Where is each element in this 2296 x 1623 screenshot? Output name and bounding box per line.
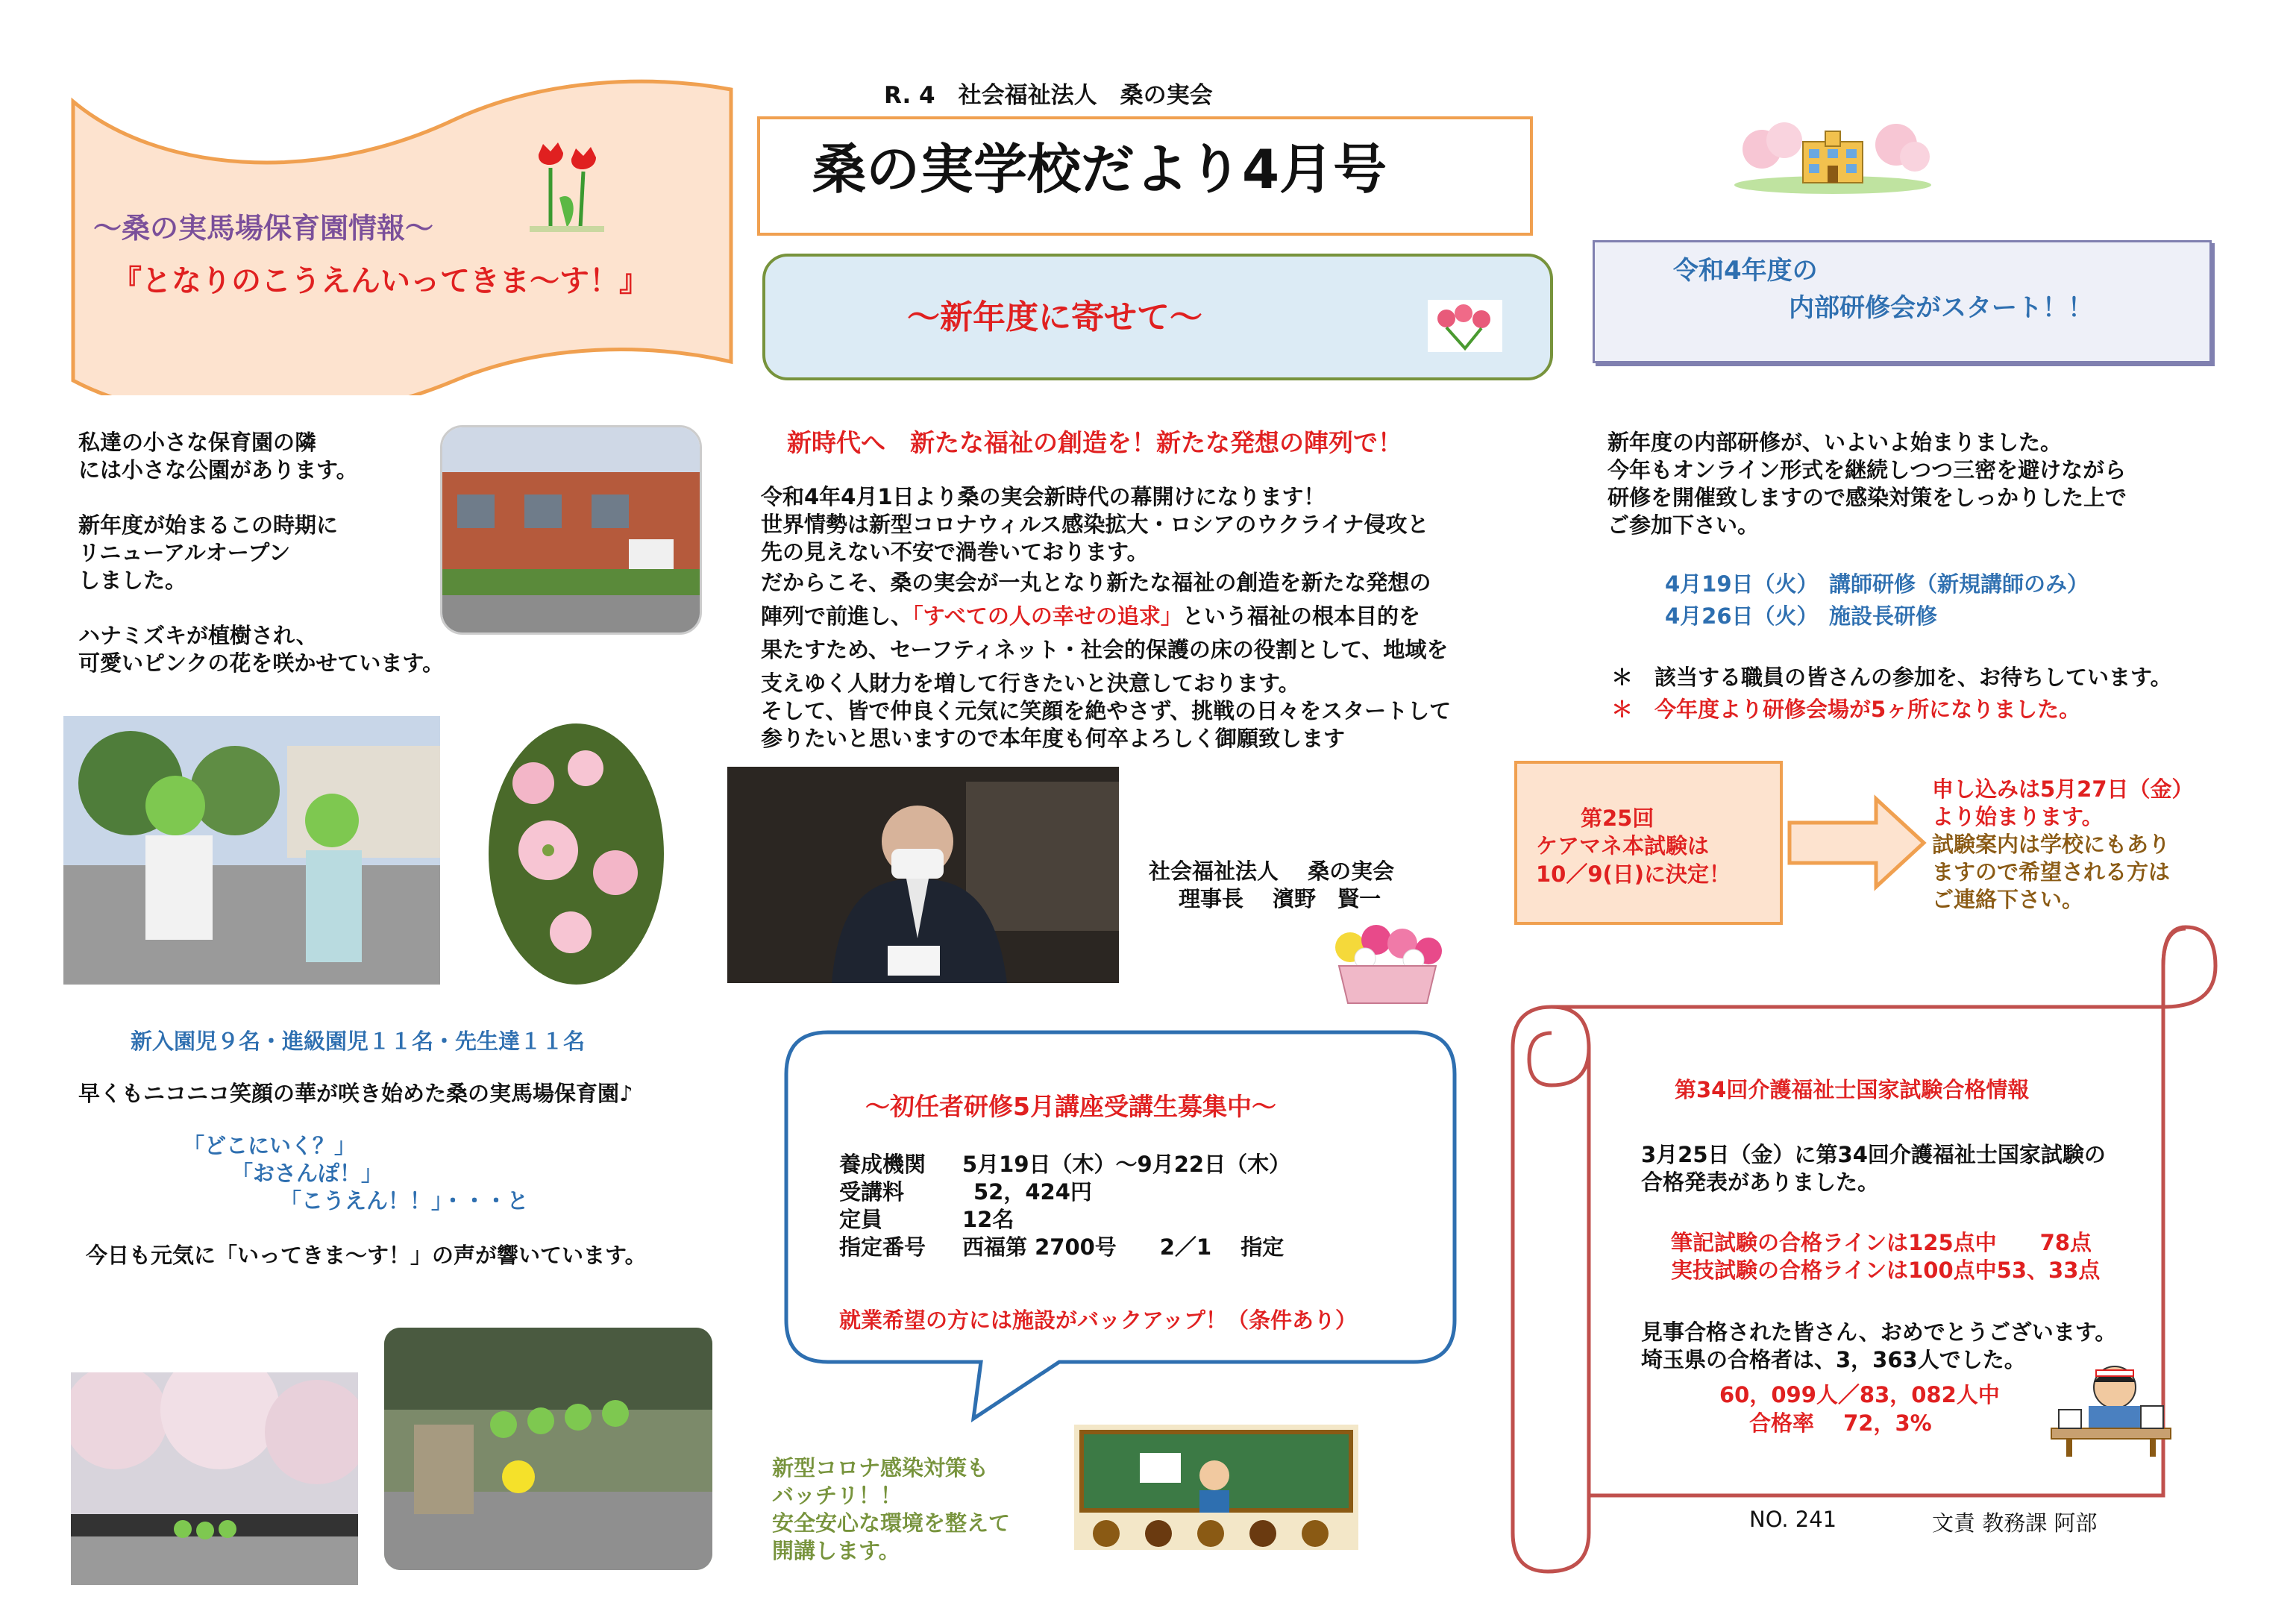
message-line: 支えゆく人財力を増して行きたいと決意しております。	[761, 671, 1300, 696]
course-row-label: 指定番号	[839, 1234, 926, 1260]
course-row-value: 5月19日（木）～9月22日（木）	[962, 1152, 1291, 1177]
signature-name: 理事長 濱野 賢一	[1179, 886, 1381, 911]
training-line: 今年もオンライン形式を継続しつつ三密を避けながら	[1607, 457, 2127, 483]
page-title: 桑の実学校だより4月号	[812, 138, 1387, 201]
course-row-value: 西福第 2700号 2／1 指定	[962, 1234, 1285, 1260]
org-line: R. 4 社会福祉法人 桑の実会	[884, 82, 1213, 109]
nursery-intro	[78, 429, 444, 677]
intro-gap	[78, 484, 444, 512]
training-schedule-2: 4月26日（火） 施設長研修	[1665, 603, 1938, 629]
message-line: 先の見えない不安で渦巻いております。	[761, 539, 1149, 565]
course-row-label: 受講料	[839, 1179, 905, 1205]
exam-title: 第34回介護福祉士国家試験合格情報	[1675, 1077, 2030, 1102]
course-row	[839, 1178, 1290, 1206]
intro-line: ハナミズキが植樹され、	[78, 623, 318, 648]
intro-line: 可愛いピンクの花を咲かせています。	[78, 650, 445, 676]
course-row-label: 養成機関	[839, 1152, 926, 1177]
exam-score-line: 筆記試験の合格ラインは125点中 78点	[1671, 1230, 2092, 1255]
kids-park-photo	[63, 716, 440, 985]
training-note-2: ＊ 今年度より研修会場が5ヶ所になりました。	[1611, 697, 2081, 722]
caremane-round: 第25回	[1581, 806, 1654, 831]
nursery-smile-line: 早くもニコニコ笑顔の華が咲き始めた桑の実馬場保育園♪	[78, 1081, 633, 1106]
message-line: 果たすため、セーフティネット・社会的保護の床の役割として、地域を	[761, 637, 1449, 662]
exam-intro-line: 3月25日（金）に第34回介護福祉士国家試験の	[1641, 1142, 2106, 1167]
caremane-date: 10／9(日)に決定！	[1536, 861, 1731, 887]
nursery-closing: 今日も元気に「いってきま～す！」の声が響いています。	[86, 1243, 647, 1268]
new-year-banner	[762, 254, 1553, 380]
tulip-bouquet-image	[1428, 300, 1502, 352]
training-banner-line2: 内部研修会がスタート！！	[1789, 293, 2093, 323]
message-line: 参りたいと思いますので本年度も何卒よろしく御願致します	[761, 726, 1346, 751]
training-line: 新年度の内部研修が、いよいよ始まりました。	[1607, 430, 2063, 455]
intro-line: しました。	[78, 568, 187, 593]
intro-gap	[78, 594, 444, 622]
quote-walk: 「おさんぽ！」	[231, 1161, 383, 1186]
new-year-banner-title: ～新年度に寄せて～	[907, 298, 1202, 336]
intro-line: 新年度が始まるこの時期に	[78, 512, 339, 538]
nursery-banner-subtitle: 『となりのこうえんいってきま～す！』	[112, 264, 649, 298]
classroom-illustration	[1073, 1423, 1360, 1551]
training-banner	[1593, 240, 2212, 363]
quote-where: 「どこにいく？」	[183, 1133, 357, 1158]
exam-congrats-line: 埼玉県の合格者は、3，363人でした。	[1641, 1347, 2026, 1372]
editor-credit: 文責 教務課 阿部	[1932, 1510, 2098, 1536]
title-box	[757, 116, 1533, 236]
right-arrow-icon	[1787, 794, 1928, 891]
exam-intro	[1641, 1141, 2106, 1196]
caremane-info-line: 申し込みは5月27日（金）	[1932, 776, 2194, 802]
training-note-1: ＊ 該当する職員の皆さんの参加を、お待ちしています。	[1611, 665, 2172, 690]
new-year-message	[761, 483, 1451, 753]
nursery-counts: 新入園児９名・進級園児１１名・先生達１１名	[131, 1029, 586, 1054]
caremane-exam: ケアマネ本試験は	[1536, 833, 1710, 858]
exam-pass-ratio: 60，099人／83，082人中	[1719, 1382, 2000, 1407]
exam-congrats-line: 見事合格された皆さん、おめでとうございます。	[1641, 1319, 2117, 1345]
course-row	[839, 1206, 1290, 1234]
message-fragment: 陣列で前進し、	[761, 603, 913, 629]
course-row-value: 52，424円	[973, 1179, 1092, 1205]
dogwood-flower-photo	[489, 723, 664, 985]
message-fragment: という福祉の根本目的を	[1182, 603, 1420, 629]
intro-line: には小さな公園があります。	[78, 457, 358, 483]
chairman-signature	[1149, 858, 1394, 913]
exam-score-line: 実技試験の合格ラインは100点中53、33点	[1671, 1258, 2101, 1283]
nursery-banner-title: ～桑の実馬場保育園情報～	[93, 212, 434, 245]
covid-line: 安全安心な環境を整えて	[772, 1510, 1011, 1536]
training-banner-line1: 令和4年度の	[1673, 256, 1818, 286]
message-line: だからこそ、桑の実会が一丸となり新たな福祉の創造を新たな発想の	[761, 570, 1431, 595]
covid-line: バッチリ！！	[772, 1483, 903, 1508]
school-illustration	[1732, 119, 1933, 194]
happiness-phrase: 「すべての人の幸せの追求」	[912, 603, 1182, 629]
course-covid-note	[772, 1454, 1010, 1565]
covid-line: 新型コロナ感染対策も	[772, 1455, 989, 1481]
message-line: 世界情勢は新型コロナウィルス感染拡大・ロシアのウクライナ侵攻と	[761, 512, 1429, 537]
training-line: 研修を開催致しますので感染対策をしっかりした上で	[1607, 485, 2127, 510]
course-row-value: 12名	[962, 1207, 1014, 1232]
flower-basket-illustration	[1324, 914, 1451, 1007]
caremane-info	[1932, 776, 2194, 914]
course-row-label: 定員	[839, 1207, 883, 1232]
exam-pass-rate: 合格率 72，3%	[1749, 1410, 1932, 1436]
course-row	[839, 1234, 1290, 1261]
caremane-box	[1514, 761, 1783, 925]
caremane-info-line: ますので希望される方は	[1932, 859, 2171, 885]
caremane-info-line: より始まります。	[1932, 804, 2104, 829]
training-line: ご参加下さい。	[1607, 512, 1760, 538]
training-schedule-1: 4月19日（火） 講師研修（新規講師のみ）	[1665, 571, 2089, 597]
caremane-info-line: ご連絡下さい。	[1932, 887, 2084, 912]
signature-org: 社会福祉法人 桑の実会	[1149, 858, 1395, 884]
course-row	[839, 1151, 1290, 1178]
exam-scores	[1671, 1229, 2100, 1284]
nursery-building-photo	[440, 425, 702, 635]
new-year-headline: 新時代へ 新たな福祉の創造を！新たな発想の陣列で！	[787, 428, 1402, 457]
caremane-info-line: 試験案内は学校にもあり	[1932, 832, 2171, 857]
intro-line: リニューアルオープン	[78, 540, 291, 565]
issue-number: NO. 241	[1749, 1507, 1837, 1532]
course-support-note: 就業希望の方には施設がバックアップ！（条件あり）	[839, 1307, 1357, 1333]
studying-student-illustration	[2044, 1354, 2178, 1458]
course-title: ～初任者研修5月講座受講生募集中～	[865, 1092, 1276, 1121]
training-body	[1607, 429, 2127, 539]
exam-intro-line: 合格発表がありました。	[1641, 1170, 1880, 1195]
quote-park: 「こうえん！！」・・・と	[280, 1188, 529, 1214]
intro-line: 私達の小さな保育園の隣	[78, 430, 317, 455]
tulip-illustration	[522, 138, 612, 235]
message-line: 令和4年4月1日より桑の実会新時代の幕開けになります！	[761, 484, 1326, 509]
message-line-emphasis	[761, 603, 1451, 630]
chairman-photo	[727, 767, 1119, 983]
course-details	[839, 1151, 1290, 1261]
kids-walking-photo	[384, 1328, 712, 1570]
covid-line: 開講します。	[772, 1538, 900, 1563]
cherry-blossom-photo	[71, 1372, 358, 1585]
message-line: そして、皆で仲良く元気に笑顔を絶やさず、挑戦の日々をスタートして	[761, 698, 1452, 723]
